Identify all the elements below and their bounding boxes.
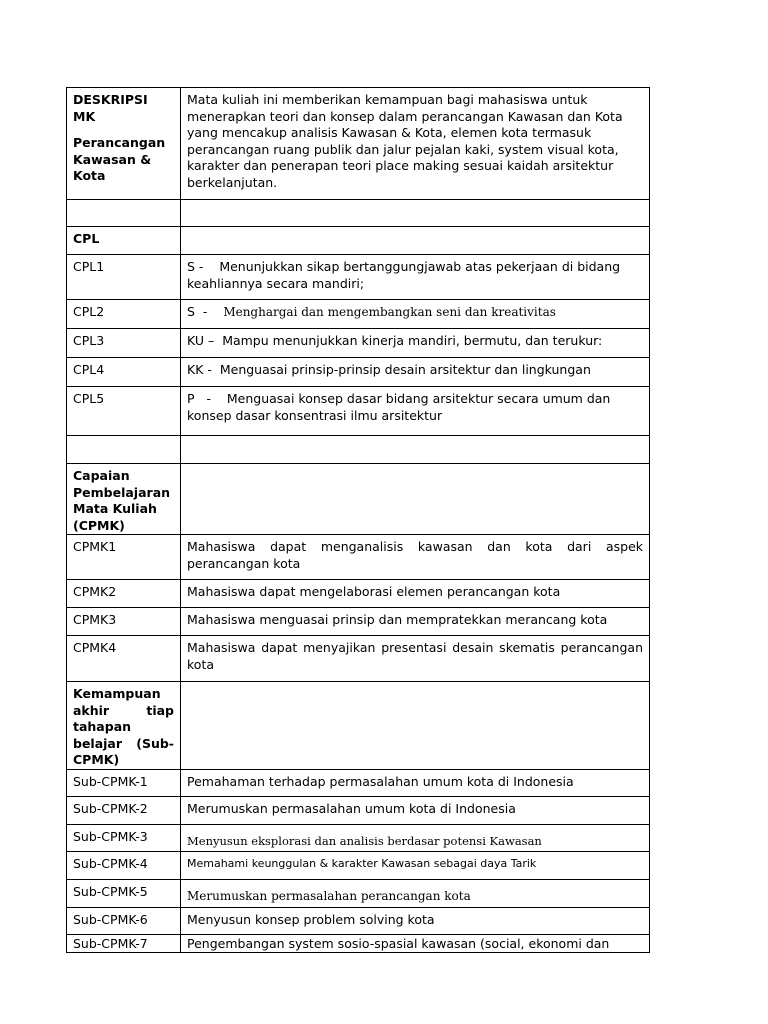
cpl-text: Menguasai konsep dasar bidang arsitektur secara umum dan konsep dasar konsentrasi ilmu arsitektur xyxy=(187,391,611,423)
subcpmk-label: Sub-CPMK-7 xyxy=(67,934,181,953)
cpl-heading: CPL xyxy=(67,227,181,255)
course-name: Perancangan Kawasan & Kota xyxy=(73,135,166,183)
cpl-label: CPL4 xyxy=(67,358,181,387)
course-description-table xyxy=(66,87,650,953)
subcpmk-label: Sub-CPMK-5 xyxy=(67,879,181,907)
subcpmk-text: Menyusun konsep problem solving kota xyxy=(181,907,650,934)
cpl-code: P - xyxy=(187,391,211,406)
cpl-text: Menghargai dan mengembangkan seni dan kreativitas xyxy=(223,305,556,319)
subcpmk-text: Merumuskan permasalahan umum kota di Indonesia xyxy=(181,796,650,824)
subcpmk-row xyxy=(67,907,650,934)
cpmk-row xyxy=(67,608,650,636)
cpl-text: Mampu menunjukkan kinerja mandiri, bermutu, dan terukur: xyxy=(222,333,603,348)
cpl-code: KU – xyxy=(187,333,215,348)
cpmk-text: Mahasiswa dapat mengelaborasi elemen perancangan kota xyxy=(181,580,650,608)
subcpmk-heading: Kemampuan akhir tiap tahapan belajar (Sub-CPMK) xyxy=(73,686,174,767)
cpmk-row xyxy=(67,580,650,608)
cpl-row xyxy=(67,358,650,387)
cpl-row xyxy=(67,300,650,329)
subcpmk-text: Menyusun eksplorasi dan analisis berdasar potensi Kawasan xyxy=(187,833,542,848)
cpmk-text: Mahasiswa dapat menyajikan presentasi desain skematis perancangan kota xyxy=(181,636,650,682)
cpl-row xyxy=(67,255,650,300)
cpl-row xyxy=(67,329,650,358)
cpl-label: CPL1 xyxy=(67,255,181,300)
subcpmk-label: Sub-CPMK-4 xyxy=(67,851,181,879)
cpmk-heading: Capaian Pembelajaran Mata Kuliah (CPMK) xyxy=(67,464,181,535)
description-text: Mata kuliah ini memberikan kemampuan bagi mahasiswa untuk menerapkan teori dan konsep dalam perancangan Kawasan dan Kota yang mencakup analisis Kawasan & Kota, elemen kota termasuk perancangan ruang publik dan jalur pejalan kaki, system visual kota, karakter dan penerapan teori place making sesuai kaidah arsitektur berkelanjutan. xyxy=(181,88,650,200)
cpmk-label: CPMK4 xyxy=(67,636,181,682)
subcpmk-text: Pemahaman terhadap permasalahan umum kota di Indonesia xyxy=(181,769,650,796)
cpl-row xyxy=(67,387,650,436)
description-label-cell xyxy=(67,88,181,200)
subcpmk-row xyxy=(67,934,650,953)
cpmk-heading-row xyxy=(67,464,650,535)
cpl-code: S - xyxy=(187,304,208,319)
description-heading: DESKRIPSI MK xyxy=(73,92,148,124)
subcpmk-row xyxy=(67,769,650,796)
cpmk-text: Mahasiswa menguasai prinsip dan mempratekkan merancang kota xyxy=(181,608,650,636)
cpmk-row xyxy=(67,535,650,580)
cpl-code: KK - xyxy=(187,362,212,377)
subcpmk-label: Sub-CPMK-3 xyxy=(67,824,181,851)
cpl-label: CPL3 xyxy=(67,329,181,358)
cpl-heading-row xyxy=(67,227,650,255)
subcpmk-row xyxy=(67,824,650,851)
subcpmk-text: Memahami keunggulan & karakter Kawasan sebagai daya Tarik xyxy=(181,851,650,879)
cpmk-text: Mahasiswa dapat menganalisis kawasan dan kota dari aspek perancangan kota xyxy=(181,535,650,580)
subcpmk-heading-row xyxy=(67,682,650,770)
subcpmk-label: Sub-CPMK-6 xyxy=(67,907,181,934)
subcpmk-text: Merumuskan permasalahan perancangan kota xyxy=(187,888,471,903)
cpl-text: Menunjukkan sikap bertanggungjawab atas pekerjaan di bidang keahliannya secara mandiri; xyxy=(187,259,621,291)
cpl-text: Menguasai prinsip-prinsip desain arsitektur dan lingkungan xyxy=(219,362,591,377)
subcpmk-label: Sub-CPMK-1 xyxy=(67,769,181,796)
subcpmk-row xyxy=(67,796,650,824)
subcpmk-row xyxy=(67,851,650,879)
empty-row xyxy=(67,436,650,464)
cpl-label: CPL5 xyxy=(67,387,181,436)
cpmk-label: CPMK1 xyxy=(67,535,181,580)
subcpmk-row xyxy=(67,879,650,907)
cpmk-row xyxy=(67,636,650,682)
subcpmk-label: Sub-CPMK-2 xyxy=(67,796,181,824)
cpmk-label: CPMK3 xyxy=(67,608,181,636)
cpl-code: S - xyxy=(187,259,204,274)
cpmk-label: CPMK2 xyxy=(67,580,181,608)
description-row xyxy=(67,88,650,200)
subcpmk-text: Pengembangan system sosio-spasial kawasan (social, ekonomi dan xyxy=(181,934,650,953)
cpl-label: CPL2 xyxy=(67,300,181,329)
empty-row xyxy=(67,200,650,227)
